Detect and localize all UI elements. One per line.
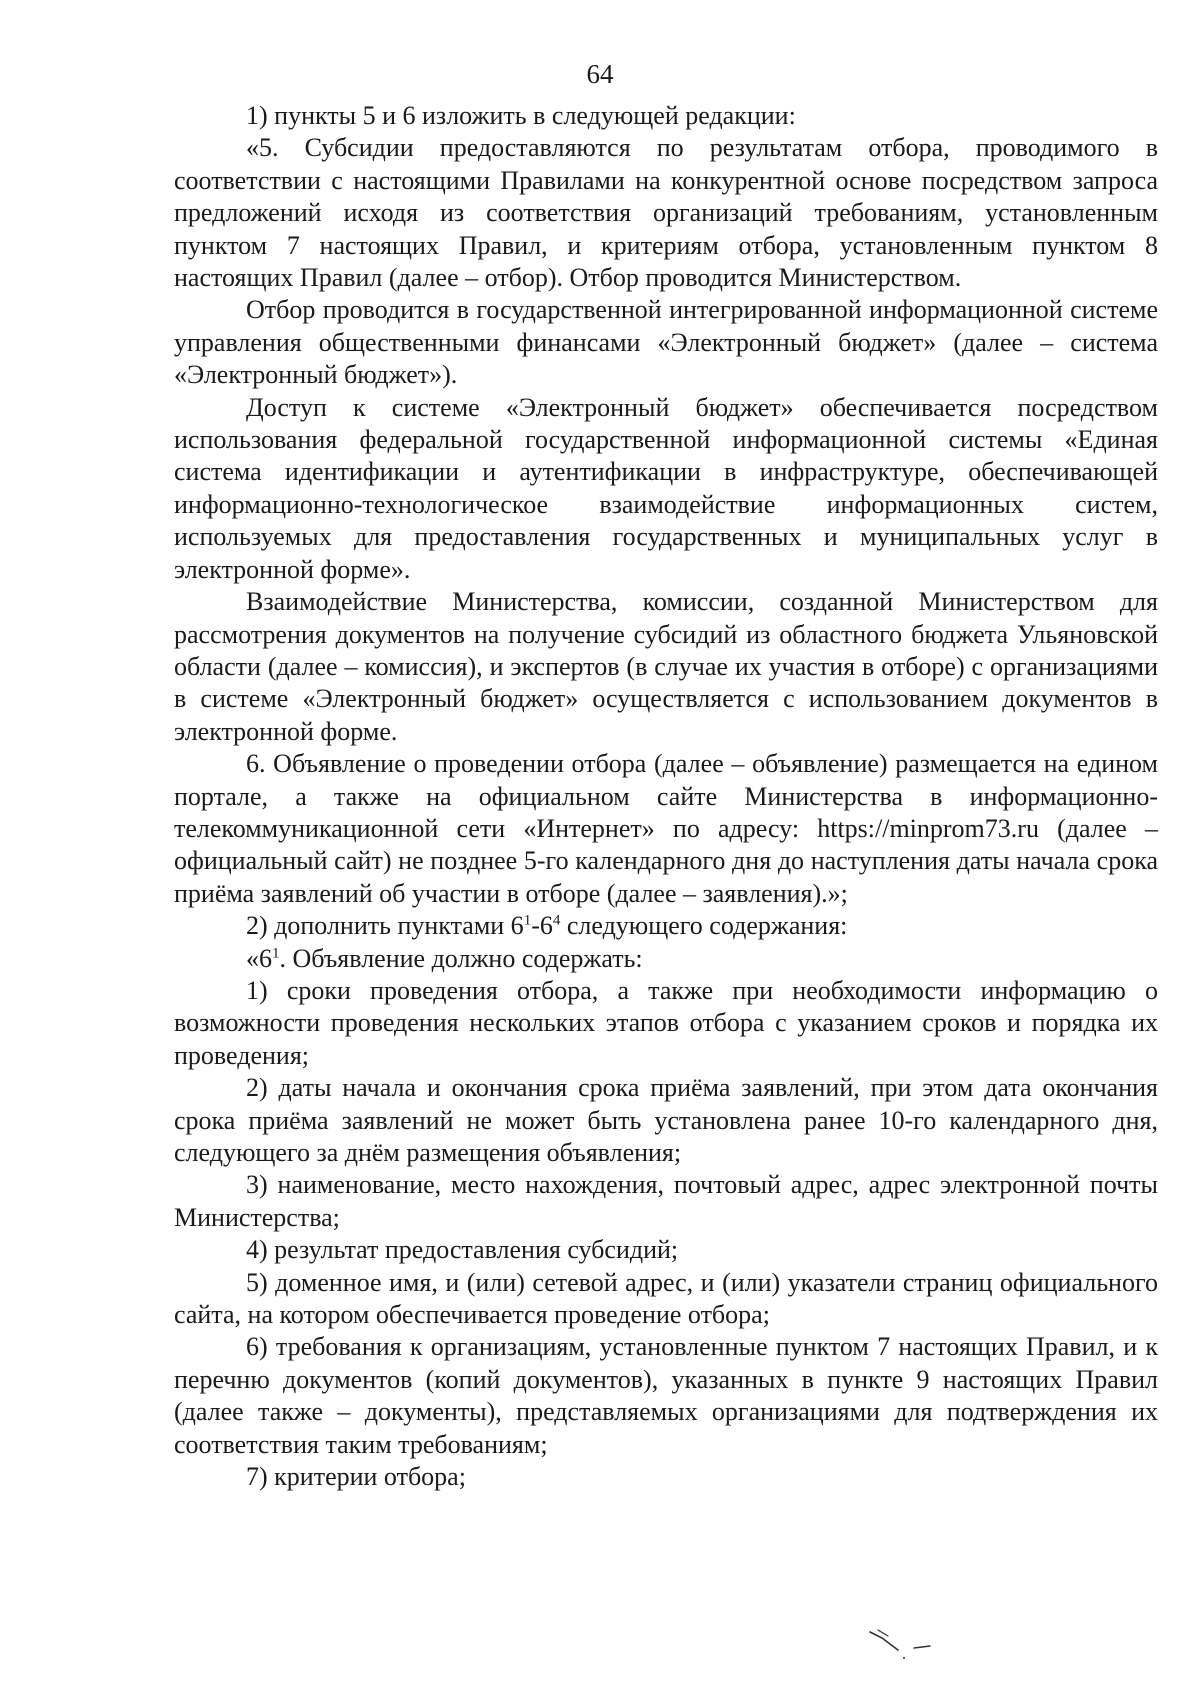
handwritten-mark-icon	[868, 1626, 938, 1666]
text-fragment: . Объявление должно содержать:	[279, 943, 643, 973]
document-body	[174, 100, 1158, 1493]
text-fragment: следующего содержания:	[560, 911, 848, 941]
list-item-4: 4) результат предоставления субсидий;	[246, 1235, 679, 1265]
text-fragment: 2) дополнить пунктами 6	[246, 911, 524, 941]
text-fragment: «6	[246, 943, 272, 973]
text-fragment: -6	[531, 911, 553, 941]
list-item-7: 7) критерии отбора;	[246, 1462, 466, 1492]
paragraph-interaction: Взаимодействие Министерства, комиссии, созданной Министерством для рассмотрения документов на получение субсидий из областного бюджета Ульяновской области (далее – комиссия), и экспертов (в случае их участия в отборе) с организациями в системе «Электронный бюджет» осуществляется с использованием документов в электронной форме.	[174, 587, 1158, 746]
paragraph-point-6-1-heading	[174, 943, 1158, 975]
list-item-5: 5) доменное имя, и (или) сетевой адрес, и (или) указатели страниц официального сайта, на котором обеспечивается проведение отбора;	[174, 1267, 1158, 1330]
list-item-6: 6) требования к организациям, установленные пунктом 7 настоящих Правил, и к перечню документов (копий документов), указанных в пункте 9 настоящих Правил (далее также – документы), представляемых организациями для подтверждения их соответствия таким требованиям;	[174, 1332, 1158, 1459]
paragraph-item-1-intro: 1) пункты 5 и 6 изложить в следующей редакции:	[246, 101, 796, 130]
list-item-1: 1) сроки проведения отбора, а также при необходимости информацию о возможности проведения нескольких этапов отбора с указанием сроков и порядка их проведения;	[174, 975, 1158, 1070]
superscript: 1	[272, 944, 280, 961]
paragraph-selection-system: Отбор проводится в государственной интегрированной информационной системе управления общественными финансами «Электронный бюджет» (далее – система «Электронный бюджет»).	[174, 295, 1158, 390]
page-number: 64	[586, 59, 614, 89]
list-item-3: 3) наименование, место нахождения, почтовый адрес, адрес электронной почты Министерства;	[174, 1170, 1158, 1232]
list-item-2: 2) даты начала и окончания срока приёма заявлений, при этом дата окончания срока приёма заявлений не может быть установлена ранее 10-го календарного дня, следующего за днём размещения объявления;	[174, 1073, 1158, 1167]
superscript: 4	[552, 912, 561, 929]
paragraph-point-5: «5. Субсидии предоставляются по результатам отбора, проводимого в соответствии с настоящими Правилами на конкурентной основе посредством запроса предложений исходя из соответствия организаций требованиям, установленным пунктом 7 настоящих Правил, и критериям отбора, установленным пунктом 8 настоящих Правил (далее – отбор). Отбор проводится Министерством.	[174, 133, 1158, 293]
superscript: 1	[523, 912, 532, 929]
paragraph-item-2-intro	[174, 910, 1158, 942]
paragraph-point-6: 6. Объявление о проведении отбора (далее – объявление) размещается на едином портале, а также на официальном сайте Министерства в информационно-телекоммуникационной сети «Интернет» по адресу: https://minprom73.ru (далее – официальный сайт) не позднее 5-го календарного дня до наступления даты начала срока приёма заявлений об участии в отборе (далее – заявления).»;	[174, 749, 1158, 908]
paragraph-system-access: Доступ к системе «Электронный бюджет» обеспечивается посредством использования федеральной государственной информационной системы «Единая система идентификации и аутентификации в инфраструктуре, обеспечивающей информационно-технологическое взаимодействие информационных систем, используемых для предоставления государственных и муниципальных услуг в электронной форме».	[174, 392, 1158, 584]
